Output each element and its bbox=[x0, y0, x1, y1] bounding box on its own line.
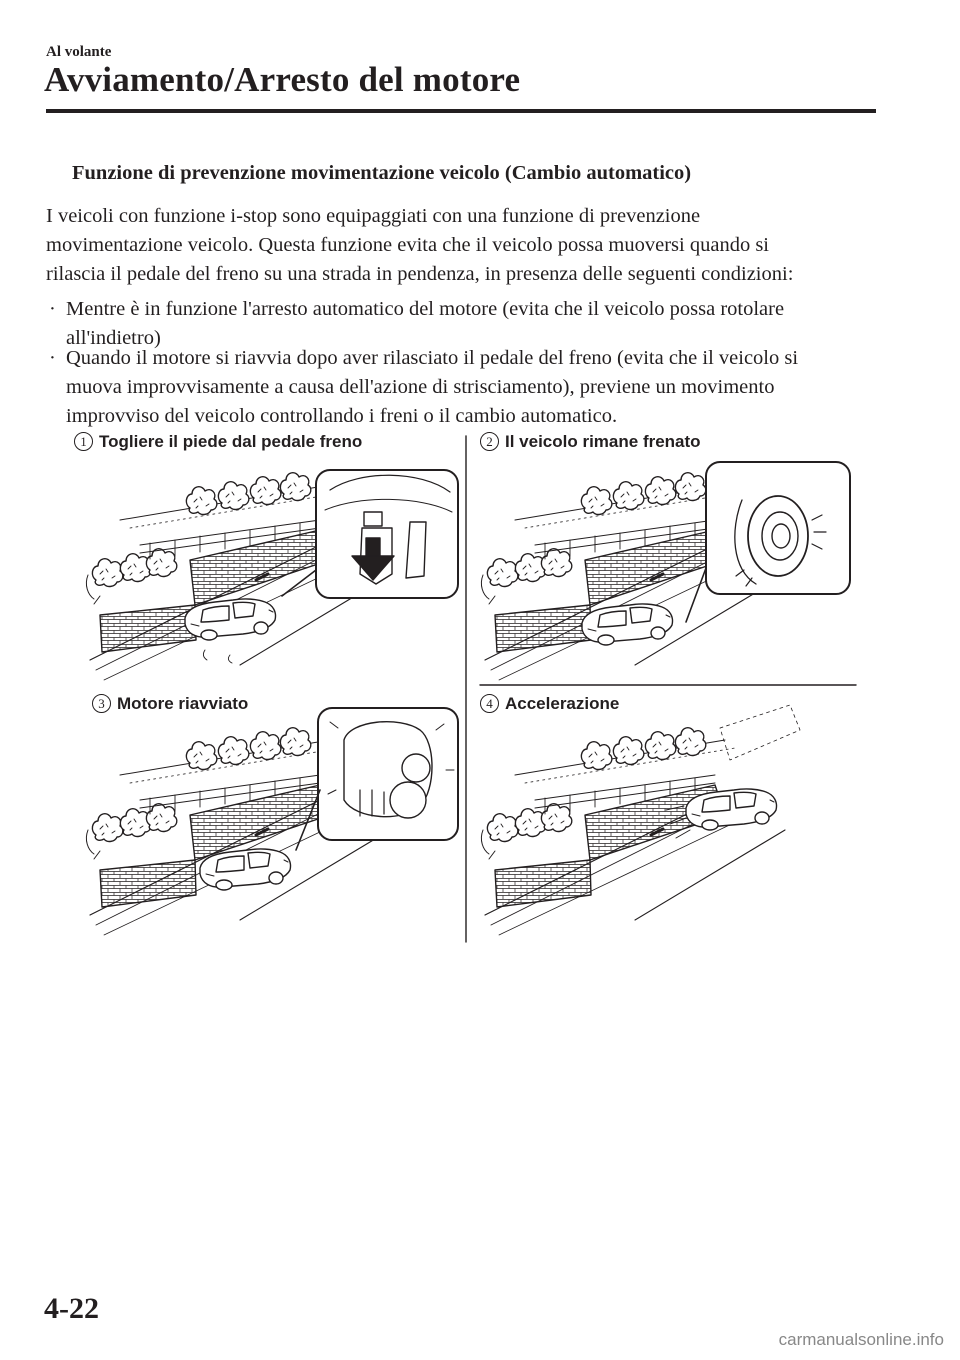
section-label: Al volante bbox=[46, 44, 112, 60]
bullet-marker: · bbox=[49, 347, 56, 369]
step-number-badge: 4 bbox=[480, 694, 499, 713]
page-number: 4-22 bbox=[44, 1292, 99, 1325]
bullet-line: all'indietro) bbox=[66, 327, 161, 349]
engine-callout bbox=[296, 708, 458, 850]
panel-caption: Togliere il piede dal pedale freno bbox=[99, 432, 363, 451]
bullet-line: muova improvvisamente a causa dell'azione di strisciamento), previene un movimento bbox=[66, 376, 775, 398]
brake-callout bbox=[686, 462, 850, 622]
intro-line: movimentazione veicolo. Questa funzione evita che il veicolo possa muoversi quando si bbox=[46, 234, 769, 256]
intro-line: I veicoli con funzione i-stop sono equipaggiati con una funzione di prevenzione bbox=[46, 205, 701, 227]
bullet-line: Quando il motore si riavvia dopo aver rilasciato il pedale del freno (evita che il veicolo si bbox=[66, 347, 799, 369]
accelerating-car bbox=[666, 705, 800, 838]
panel-4-scene bbox=[481, 728, 785, 935]
page-title: Avviamento/Arresto del motore bbox=[44, 60, 521, 99]
intro-line: rilascia il pedale del freno su una strada in pendenza, in presenza delle seguenti condizioni: bbox=[46, 263, 794, 285]
panel-caption: Accelerazione bbox=[505, 694, 620, 713]
step-number-badge: 3 bbox=[92, 694, 111, 713]
bullet-marker: · bbox=[49, 298, 56, 320]
step-number-badge: 2 bbox=[480, 432, 499, 451]
section-subheading: Funzione di prevenzione movimentazione veicolo (Cambio automatico) bbox=[72, 162, 692, 184]
watermark: carmanualsonline.info bbox=[778, 1330, 944, 1349]
step-number-badge: 1 bbox=[74, 432, 93, 451]
bullet-line: improvviso del veicolo controllando i freni o il cambio automatico. bbox=[66, 405, 618, 427]
panel-caption: Il veicolo rimane frenato bbox=[505, 432, 701, 451]
panel-1-scene bbox=[86, 470, 458, 680]
bullet-line: Mentre è in funzione l'arresto automatico del motore (evita che il veicolo possa rotolare bbox=[66, 298, 785, 320]
panel-caption: Motore riavviato bbox=[117, 694, 249, 713]
